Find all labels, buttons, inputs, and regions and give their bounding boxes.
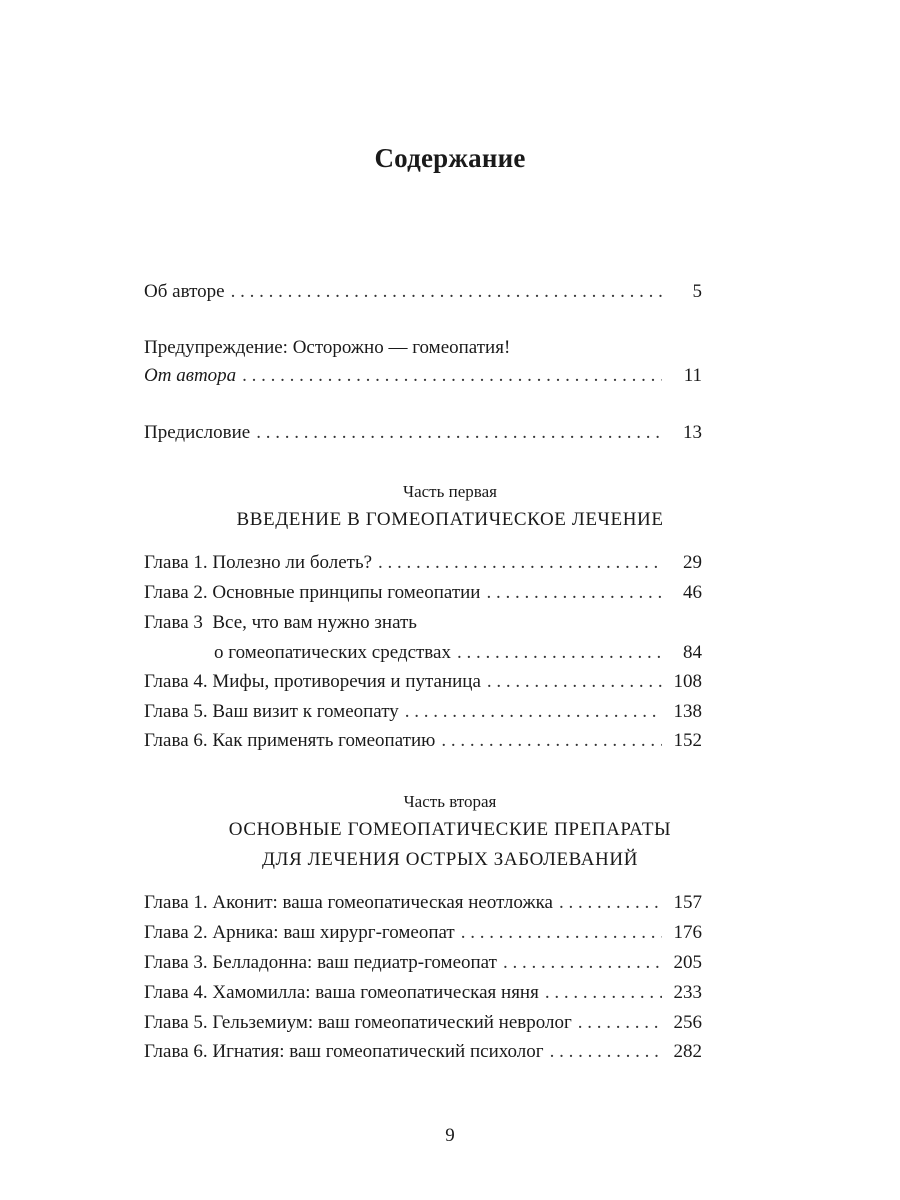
toc-entry-page: 11	[683, 365, 702, 386]
toc-entry-preface[interactable]	[144, 421, 702, 445]
dot-leader	[545, 981, 662, 1005]
toc-entry-page: 176	[673, 922, 702, 943]
dot-leader	[578, 1011, 662, 1035]
toc-entry-label: Глава 6. Как применять гомеопатию	[144, 730, 436, 751]
toc-entry-page: 5	[692, 281, 702, 302]
toc-entry-part1-ch1[interactable]	[144, 551, 702, 575]
part1-title: ВВЕДЕНИЕ В ГОМЕОПАТИЧЕСКОЕ ЛЕЧЕНИЕ	[236, 509, 664, 530]
toc-entry-label: Глава 2. Арника: ваш хирург-гомеопат	[144, 922, 455, 943]
toc-entry-part1-ch2[interactable]	[144, 581, 702, 605]
dot-leader	[559, 891, 662, 915]
toc-entry-page: 282	[673, 1041, 702, 1062]
toc-entry-about-author[interactable]	[144, 280, 702, 304]
page-number: 9	[445, 1125, 455, 1146]
toc-entry-label-line1: Глава 3 Все, что вам нужно знать	[144, 612, 417, 633]
dot-leader	[457, 641, 662, 665]
toc-entry-part2-ch6[interactable]	[144, 1040, 702, 1064]
dot-leader	[486, 581, 662, 605]
toc-entry-page: 84	[683, 642, 702, 663]
toc-entry-label: Об авторе	[144, 281, 225, 302]
toc-entry-part1-ch6[interactable]	[144, 729, 702, 753]
toc-entry-part1-ch5[interactable]	[144, 700, 702, 724]
toc-entry-part2-ch4[interactable]	[144, 981, 702, 1005]
toc-entry-part1-ch3-line1	[144, 611, 702, 635]
dot-leader	[231, 280, 662, 304]
toc-entry-label: Глава 5. Ваш визит к гомеопату	[144, 701, 399, 722]
toc-entry-label: Глава 2. Основные принципы гомеопатии	[144, 582, 481, 603]
part1-label: Часть первая	[403, 482, 497, 501]
dot-leader	[441, 729, 662, 753]
toc-entry-page: 138	[673, 701, 702, 722]
toc-entry-label: От автора	[144, 365, 237, 386]
toc-entry-page: 205	[673, 952, 702, 973]
toc-entry-page: 152	[673, 730, 702, 751]
dot-leader	[256, 421, 662, 445]
dot-leader	[487, 670, 662, 694]
toc-entry-page: 46	[683, 582, 702, 603]
toc-entry-label: Глава 1. Полезно ли болеть?	[144, 552, 373, 573]
toc-entry-part2-ch2[interactable]	[144, 921, 702, 945]
toc-entry-page: 29	[683, 552, 702, 573]
toc-entry-from-author[interactable]	[144, 364, 702, 388]
toc-entry-part2-ch3[interactable]	[144, 951, 702, 975]
toc-entry-label: Глава 4. Мифы, противоречия и путаница	[144, 671, 481, 692]
toc-entry-page: 157	[673, 892, 702, 913]
toc-entry-page: 256	[673, 1012, 702, 1033]
toc-entry-page: 233	[673, 982, 702, 1003]
part2-title-line2: ДЛЯ ЛЕЧЕНИЯ ОСТРЫХ ЗАБОЛЕВАНИЙ	[261, 849, 639, 870]
toc-entry-part1-ch4[interactable]	[144, 670, 702, 694]
dot-leader	[550, 1040, 662, 1064]
dot-leader	[242, 364, 662, 388]
part2-title-line1: ОСНОВНЫЕ ГОМЕОПАТИЧЕСКИЕ ПРЕПАРАТЫ	[228, 819, 672, 840]
dot-leader	[378, 551, 662, 575]
dot-leader	[503, 951, 662, 975]
toc-entry-warning-heading	[144, 336, 702, 360]
dot-leader	[461, 921, 662, 945]
toc-entry-part1-ch3[interactable]	[214, 641, 702, 665]
toc-entry-part2-ch1[interactable]	[144, 891, 702, 915]
toc-entry-label: Глава 3. Белладонна: ваш педиатр-гомеопат	[144, 952, 497, 973]
toc-entry-page: 108	[673, 671, 702, 692]
toc-entry-label: Глава 5. Гельземиум: ваш гомеопатический невролог	[144, 1012, 572, 1033]
toc-entry-label: Глава 1. Аконит: ваша гомеопатическая неотложка	[144, 892, 553, 913]
toc-entry-label: Предисловие	[144, 422, 251, 443]
page-title: Содержание	[374, 143, 526, 173]
toc-entry-label: о гомеопатических средствах	[214, 642, 451, 663]
toc-entry-label: Глава 6. Игнатия: ваш гомеопатический психолог	[144, 1041, 544, 1062]
toc-entry-part2-ch5[interactable]	[144, 1011, 702, 1035]
toc-entry-label: Глава 4. Хамомилла: ваша гомеопатическая няня	[144, 982, 539, 1003]
toc-entry-page: 13	[683, 422, 702, 443]
toc-entry-label-line1: Предупреждение: Осторожно — гомеопатия!	[144, 337, 511, 358]
dot-leader	[405, 700, 662, 724]
part2-label: Часть вторая	[403, 792, 497, 811]
